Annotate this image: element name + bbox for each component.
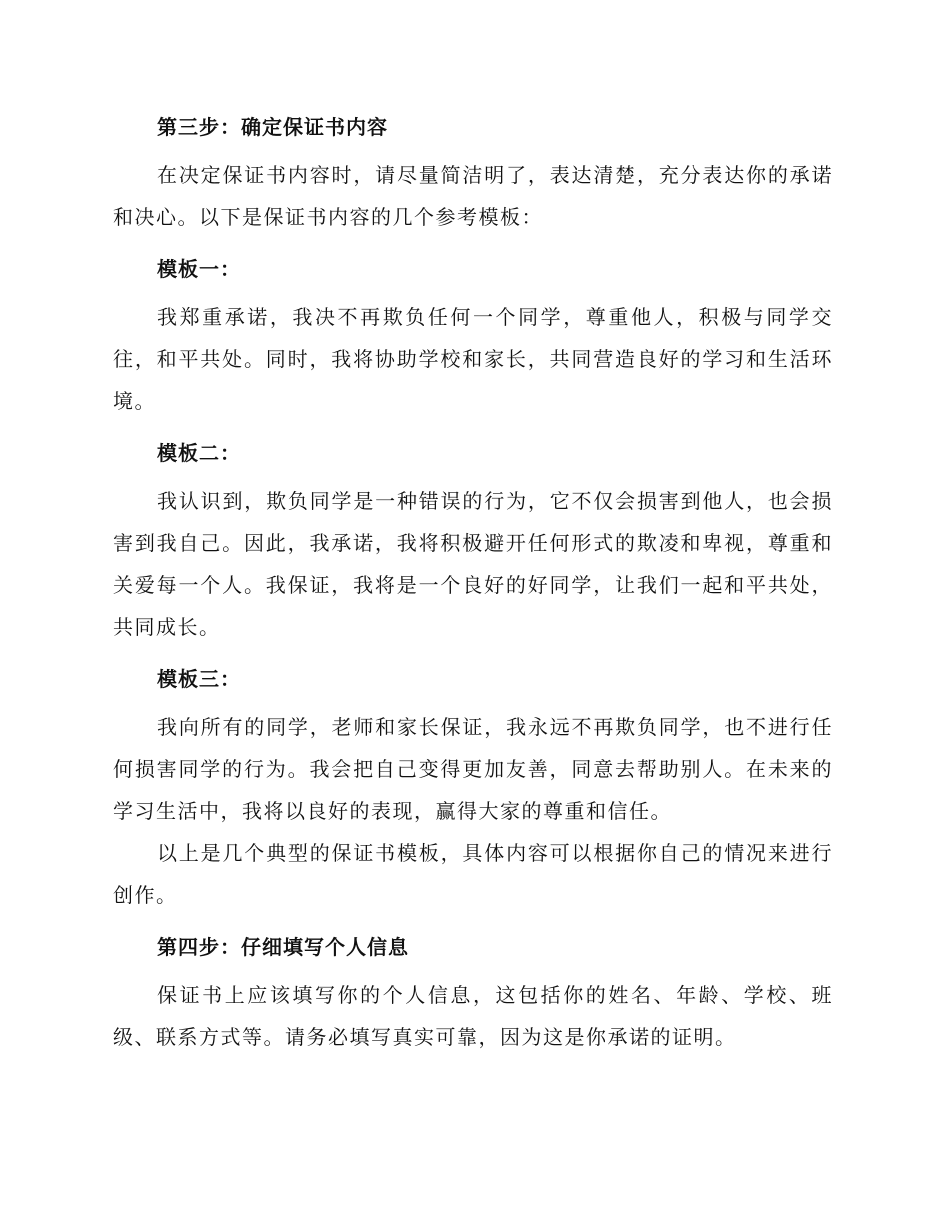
template1-heading: 模板一： (157, 257, 241, 281)
template2-paragraph: 我认识到，欺负同学是一种错误的行为，它不仅会损害到他人，也会损害到我自己。因此，我承诺，我将积极避开任何形式的欺凌和卑视，尊重和关爱每一个人。我保证，我将是一个良好的好同学，让我们一起和平共处，共同成长。 (113, 489, 833, 639)
step3-heading: 第三步：确定保证书内容 (157, 115, 388, 139)
step4-heading: 第四步：仔细填写个人信息 (157, 935, 409, 959)
step3-intro-paragraph: 在决定保证书内容时，请尽量简洁明了，表达清楚，充分表达你的承诺和决心。以下是保证书内容的几个参考模板： (113, 163, 833, 229)
template3-paragraph: 我向所有的同学，老师和家长保证，我永远不再欺负同学，也不进行任何损害同学的行为。我会把自己变得更加友善，同意去帮助别人。在未来的学习生活中，我将以良好的表现，赢得大家的尊重和信任。 (113, 715, 833, 823)
template2-heading: 模板二： (157, 441, 241, 465)
templates-summary-paragraph: 以上是几个典型的保证书模板，具体内容可以根据你自己的情况来进行创作。 (113, 841, 833, 907)
template3-heading: 模板三： (157, 667, 241, 691)
template1-paragraph: 我郑重承诺，我决不再欺负任何一个同学，尊重他人，积极与同学交往，和平共处。同时，我将协助学校和家长，共同营造良好的学习和生活环境。 (113, 305, 833, 413)
document-page (113, 108, 833, 1058)
step4-paragraph: 保证书上应该填写你的个人信息，这包括你的姓名、年龄、学校、班级、联系方式等。请务必填写真实可靠，因为这是你承诺的证明。 (113, 983, 833, 1049)
